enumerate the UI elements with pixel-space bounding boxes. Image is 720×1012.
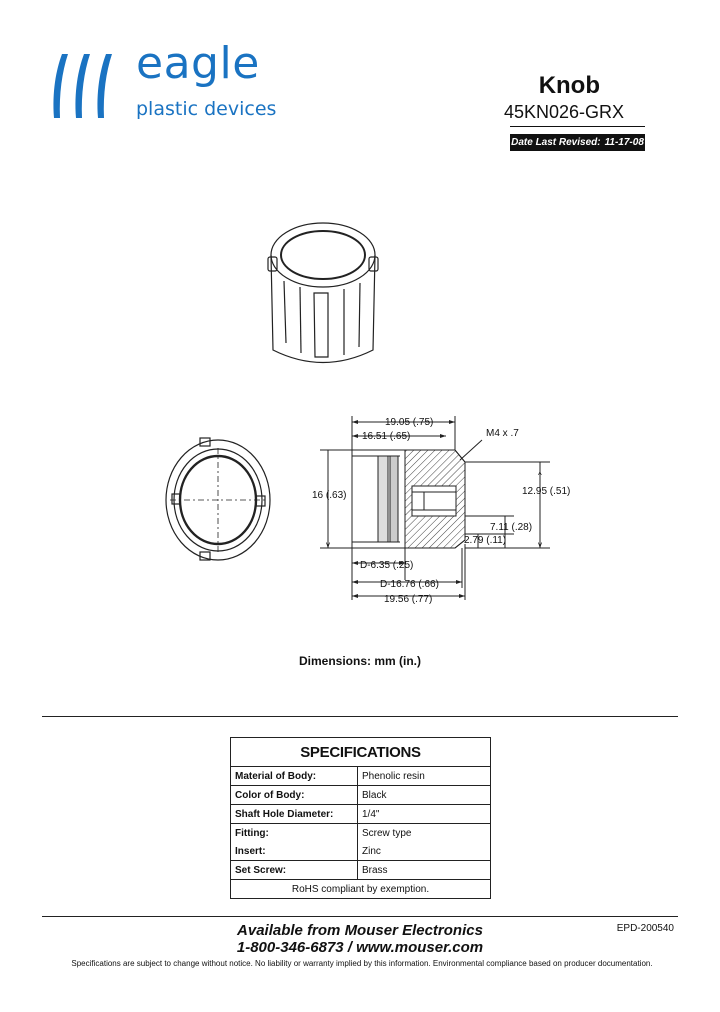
dim-bottom-1: D-6.35 (.25) <box>360 560 414 571</box>
dim-right-mid: 7.11 (.28) <box>490 522 533 533</box>
knob-section-drawing <box>300 408 570 610</box>
dim-thread: M4 x .7 <box>486 428 519 439</box>
spec-value: Zinc <box>358 842 491 861</box>
dim-bottom-2: D-16.76 (.66) <box>380 579 439 590</box>
dim-height: 16 (.63) <box>312 490 347 501</box>
dim-bottom-3: 19.56 (.77) <box>384 594 433 605</box>
disclaimer: Specifications are subject to change without notice. No liability or warranty implied by this information. Environmental compliance based on producer documentation. <box>71 959 653 968</box>
table-row <box>231 786 491 805</box>
dim-right-upper: 12.95 (.51) <box>522 486 570 497</box>
brand-tagline: plastic devices <box>136 98 277 120</box>
table-row <box>231 805 491 824</box>
spec-label: Insert: <box>231 842 358 861</box>
revision-date: 11-17-08 <box>604 137 644 148</box>
part-number: 45KN026-GRX <box>503 102 624 122</box>
dimensions-caption: Dimensions: mm (in.) <box>298 654 421 668</box>
dim-arrow-up: ^ <box>538 471 542 480</box>
contact-text: 1-800-346-6873 / www.mouser.com <box>236 939 484 956</box>
table-row <box>231 767 491 786</box>
table-row <box>231 880 491 899</box>
dim-arrow-down-left: v <box>326 540 330 549</box>
section-divider-top <box>42 716 678 717</box>
availability-text: Available from Mouser Electronics <box>237 922 483 939</box>
spec-label: Color of Body: <box>231 786 358 805</box>
knob-isometric-drawing <box>260 215 390 365</box>
spec-label: Material of Body: <box>231 767 358 786</box>
product-title: Knob <box>538 72 600 99</box>
specifications-table <box>230 737 491 899</box>
spec-value: Black <box>358 786 491 805</box>
spec-label: Shaft Hole Diameter: <box>231 805 358 824</box>
document-number: EPD-200540 <box>616 923 674 934</box>
table-row <box>231 842 491 861</box>
title-divider <box>510 126 645 127</box>
specifications-heading: SPECIFICATIONS <box>231 738 491 767</box>
dim-top-outer: 19.05 (.75) <box>385 417 434 428</box>
spec-label: Set Screw: <box>231 861 358 880</box>
revision-label: Date Last Revised: <box>511 137 601 148</box>
spec-value: Phenolic resin <box>358 767 491 786</box>
dim-right-low: 2.79 (.11) <box>464 535 507 546</box>
table-row <box>231 861 491 880</box>
dim-arrow-down-right: v <box>538 540 542 549</box>
eagle-logo-stripes-icon <box>48 48 132 124</box>
table-row <box>231 824 491 843</box>
spec-value: Screw type <box>358 824 491 843</box>
dim-top-inner: 16.51 (.65) <box>362 431 411 442</box>
spec-value: Brass <box>358 861 491 880</box>
section-divider-bottom <box>42 916 678 917</box>
spec-label: Fitting: <box>231 824 358 843</box>
knob-front-view-drawing <box>160 428 280 578</box>
rohs-note: RoHS compliant by exemption. <box>231 880 491 899</box>
spec-value: 1/4" <box>358 805 491 824</box>
revision-banner <box>510 134 645 151</box>
brand-name: eagle <box>136 38 260 89</box>
